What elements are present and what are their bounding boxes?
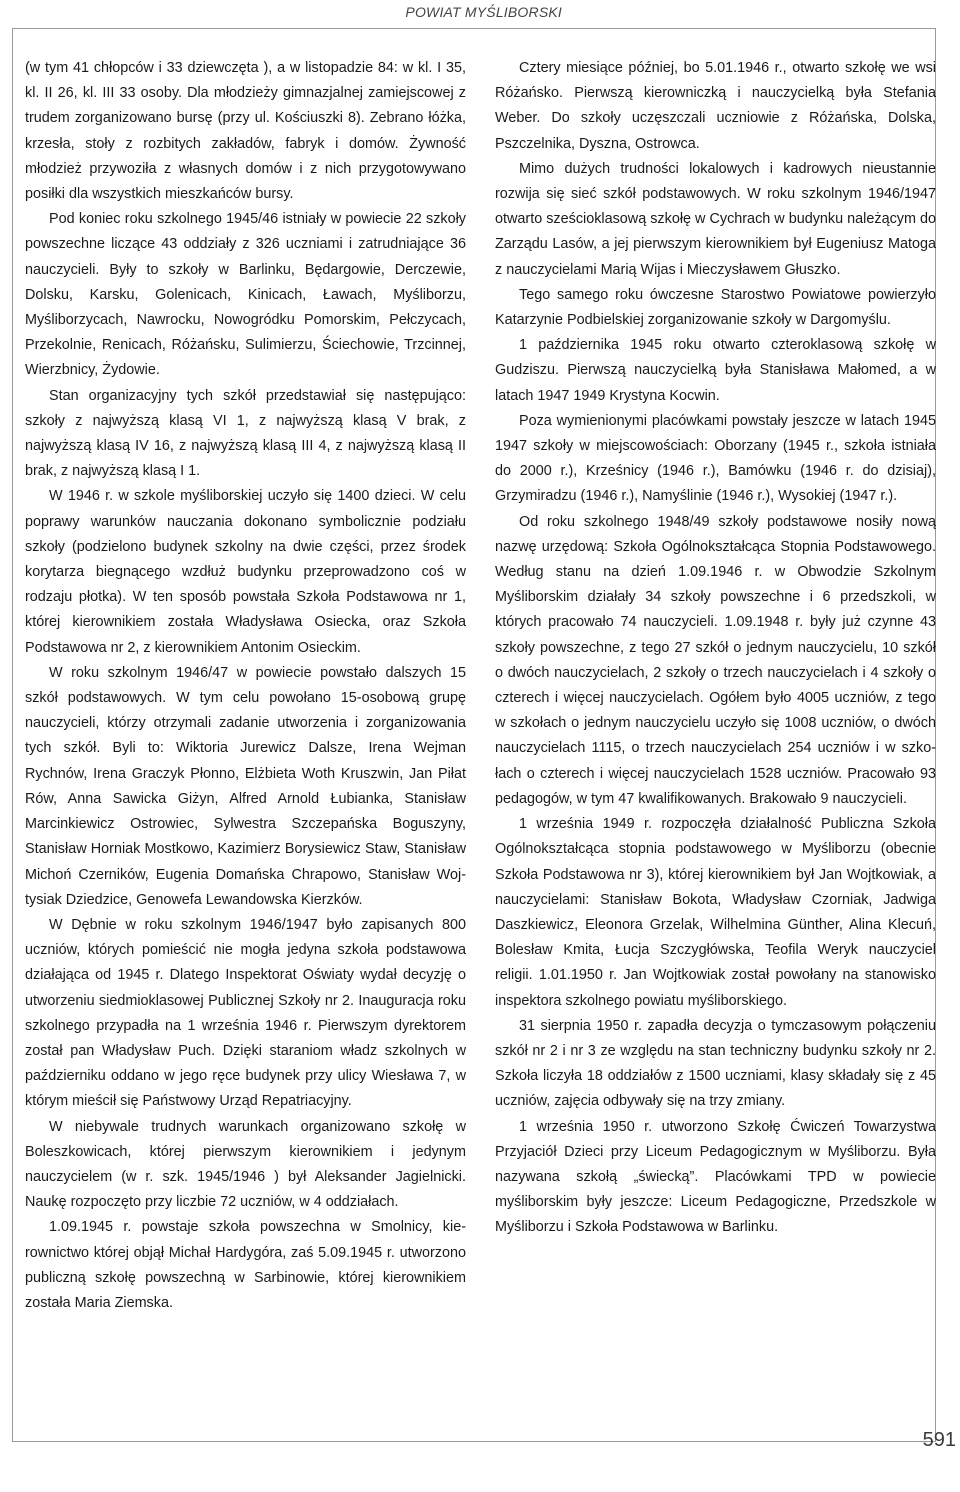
paragraph: Cztery miesiące później, bo 5.01.1946 r., otwarto szkołę we wsi Różańsko. Pierwszą kierowniczką i nauczycielką była Stefania Weber. Do szkoły uczęszczali uczniowie z Różańska, Dolska, Pszczelnika, Dyszna, Ostrowca. xyxy=(495,60,936,152)
paragraph: Mimo dużych trudności lokalowych i kadrowych nieustannie rozwija się sieć szkół podstawowych. W roku szkolnym 1946/1947 otwarto sześcioklasową szkołę w Cychrach w budynku należącym do Zarządu Lasów, a jej pierwszym kierownikiem był Eugeniusz Matoga z nauczycielami Marią Wijas i Mieczysławem Głuszko. xyxy=(495,160,936,278)
paragraph: Tego samego roku ówczesne Starostwo Powiatowe powierzyło Katarzynie Podbielskiej zorganizowanie szkoły w Dargomyślu. xyxy=(495,286,936,329)
paragraph: W Dębnie w roku szkolnym 1946/1947 było zapisanych 800 uczniów, których pomieścić nie mogła jedyna szkoła podstawowa działająca od 1945 r. Dlatego Inspektorat Oświaty wydał decyzję o utworzeniu siedmioklasowej Publicznej Szkoły nr 2. Inauguracja roku szkolnego przypadła na 1 września 1946 r. Pierwszym dyrektorem został pan Władysław Puch. Dzięki staraniom władz szkolnych w październiku oddano w jego ręce budynek przy ulicy Wiesława 7, w którym mieścił się Państwowy Urząd Repatriacyjny. xyxy=(25,916,466,1110)
paragraph: (w tym 41 chłopców i 33 dziewczęta ), a w listopadzie 84: w kl. I 35, kl. II 26, kl. III 33 osoby. Dla młodzieży gimnazjalnej zamiejscowej z trudem zorganizowano bursę (przy ul. Kościuszki 8). Zebrano łóżka, krzesła, stoły z rozbitych zakładów, fabryk i domów. Żywność młodzież przywoziła z własnych domów i z nich przygotowywano posiłki dla wszystkich mieszkańców bursy. xyxy=(25,60,466,203)
page-header xyxy=(0,0,960,26)
paragraph: 31 sierpnia 1950 r. zapadła decyzja o tymczasowym połączeniu szkół nr 2 i nr 3 ze względu na stan techniczny budynku szkoły nr 2. Szkoła liczyła 18 oddziałów z 1500 uczniami, klasy składały się z 45 uczniów, zajęcia odbywały się na trzy zmiany. xyxy=(495,1017,936,1110)
right-column xyxy=(495,56,936,1241)
paragraph: W roku szkolnym 1946/47 w powiecie powstało dalszych 15 szkół podstawowych. W tym celu powołano 15-osobową grupę nauczycieli, którzy otrzymali zadanie utworzenia i zorganizowania tych szkół. Byli to: Wiktoria Jurewicz Dalsze, Irena Wejman Rychnów, Irena Graczyk Płonno, Elżbieta Woth Kruszwin, Jan Piłat Rów, Anna Sawicka Giżyn, Alfred Arnold Łubianka, Stanisław Marcinkiewicz Ostrowiec, Sylwestra Szczepańska Boguszyny, Stanisław Horniak Mostkowo, Kazimierz Borysiewicz Staw, Stanisław Michoń Czerników, Eugenia Domańska Chrapowo, Stanisław Wojtysiak Dziedzice, Genowefa Lewandowska Kierzków. xyxy=(25,664,466,908)
paragraph: 1 października 1945 roku otwarto czteroklasową szkołę w Gudziszu. Pierwszą nauczycielką była Stanisława Małomed, a w latach 1947 1949 Krystyna Kocwin. xyxy=(495,337,936,404)
paragraph: 1 września 1949 r. rozpoczęła działalność Publiczna Szkoła Ogólnokształcąca stopnia podstawowego w Myśliborzu (obecnie Szkoła Podstawowa nr 3), której kierownikiem był Jan Wojtkowiak, a nauczycielami: Stanisław Bokota, Władysław Czorniak, Jadwiga Daszkiewicz, Eleonora Grzelak, Wilhelmina Günther, Alina Klecuń, Bolesław Kmita, Łucja Szczygłówska, Teofila Weryk nauczyciel religii. 1.01.1950 r. Jan Wojtkowiak został powołany na stanowisko inspektora szkolnego powiatu myśliborskiego. xyxy=(495,816,936,1009)
running-header-title: POWIAT MYŚLIBORSKI xyxy=(405,4,562,20)
paragraph: Pod koniec roku szkolnego 1945/46 istniały w powiecie 22 szkoły powszechne liczące 43 oddziały z 326 uczniami i zatrudniające 36 nauczycieli. Były to szkoły w Barlinku, Będargowie, Derczewie, Dolsku, Karsku, Golenicach, Kinicach, Ławach, Myśliborzu, Myśliborzycach, Nawrocku, Nowogródku Pomorskim, Pełczycach, Przekolnie, Renicach, Różańsku, Sulimierzu, Ściechowie, Trzcinnej, Wierzbnicy, Żydowie. xyxy=(25,211,466,379)
page-number: 591 xyxy=(922,1429,956,1451)
paragraph: Stan organizacyjny tych szkół przedstawiał się następująco: szkoły z najwyższą klasą VI 1, z najwyższą klasą V brak, z najwyższą klasą IV 16, z najwyższą klasą III 4, z najwyższą klasą II brak, z najwyższą klasą I 1. xyxy=(25,387,466,480)
paragraph: W niebywale trudnych warunkach organizowano szkołę w Boleszkowicach, której pierwszym kierownikiem i jedynym nauczycielem (w r. szk. 1945/1946 ) był Aleksander Jagielnicki. Naukę rozpoczęto przy liczbie 72 uczniów, w 4 oddziałach. xyxy=(25,1118,466,1211)
paragraph: 1 września 1950 r. utworzono Szkołę Ćwiczeń Towarzystwa Przyjaciół Dzieci przy Liceum Pedagogicznym w Myśliborzu. Była nazywana szkołą „świecką”. Placówkami TPD w powiecie myśliborskim były jeszcze: Liceum Pedagogiczne, Przedszkole w Myśliborzu i Szkoła Podstawowa w Barlinku. xyxy=(495,1118,936,1236)
paragraph: 1.09.1945 r. powstaje szkoła powszechna w Smolnicy, kierownictwo której objął Michał Hardygóra, zaś 5.09.1945 r. utworzono publiczną szkołę powszechną w Sarbinowie, której kierownikiem została Maria Ziemska. xyxy=(25,1219,466,1311)
paragraph: W 1946 r. w szkole myśliborskiej uczyło się 1400 dzieci. W celu poprawy warunków nauczania dokonano symbolicznie podziału szkoły (podzielono budynek szkolny na dwie części, przez środek korytarza biegnącego wzdłuż budynku przeprowadzono coś w rodzaju płotka). W ten sposób powstała Szkoła Podstawowa nr 1, której kierownikiem została Władysława Osiecka, oraz Szkoła Podstawowa nr 2, z kierownikiem Antonim Osieckim. xyxy=(25,488,466,656)
paragraph: Poza wymienionymi placówkami powstały jeszcze w latach 1945 1947 szkoły w miejscowościach: Oborzany (1945 r., szkoła istniała do 2000 r.), Krześnicy (1946 r.), Bamówku (1946 r. do dzisiaj), Grzymiradzu (1946 r.), Namyślinie (1946 r.), Wysokiej (1947 r.). xyxy=(495,412,936,505)
left-column xyxy=(25,56,466,1316)
paragraph: Od roku szkolnego 1948/49 szkoły podstawowe nosiły nową nazwę urzędową: Szkoła Ogólnokształcąca Stopnia Podstawowego. Według stanu na dzień 1.09.1946 r. w Obwodzie Szkolnym Myśliborskim działały 34 szkoły powszechne i 6 przedszkoli, w których pracowało 74 nauczycieli. 1.09.1948 r. były już czynne 43 szkoły powszechne, z tego 27 szkół o jednym nauczycielu, 10 szkół o dwóch nauczycielach, 2 szkoły o trzech nauczycielach i 4 szkoły o czterech i więcej nauczycielach. Ogółem było 4005 uczniów, z tego w szkołach o jednym nauczycielu uczyło się 1008 uczniów, o dwóch nauczycielach 1115, o trzech nauczycielach 254 uczniów i w szkołach o czterech i więcej nauczycielach 1528 uczniów. Pracowało 93 pedagogów, w tym 47 kwalifikowanych. Brakowało 9 nauczycieli. xyxy=(495,513,936,807)
